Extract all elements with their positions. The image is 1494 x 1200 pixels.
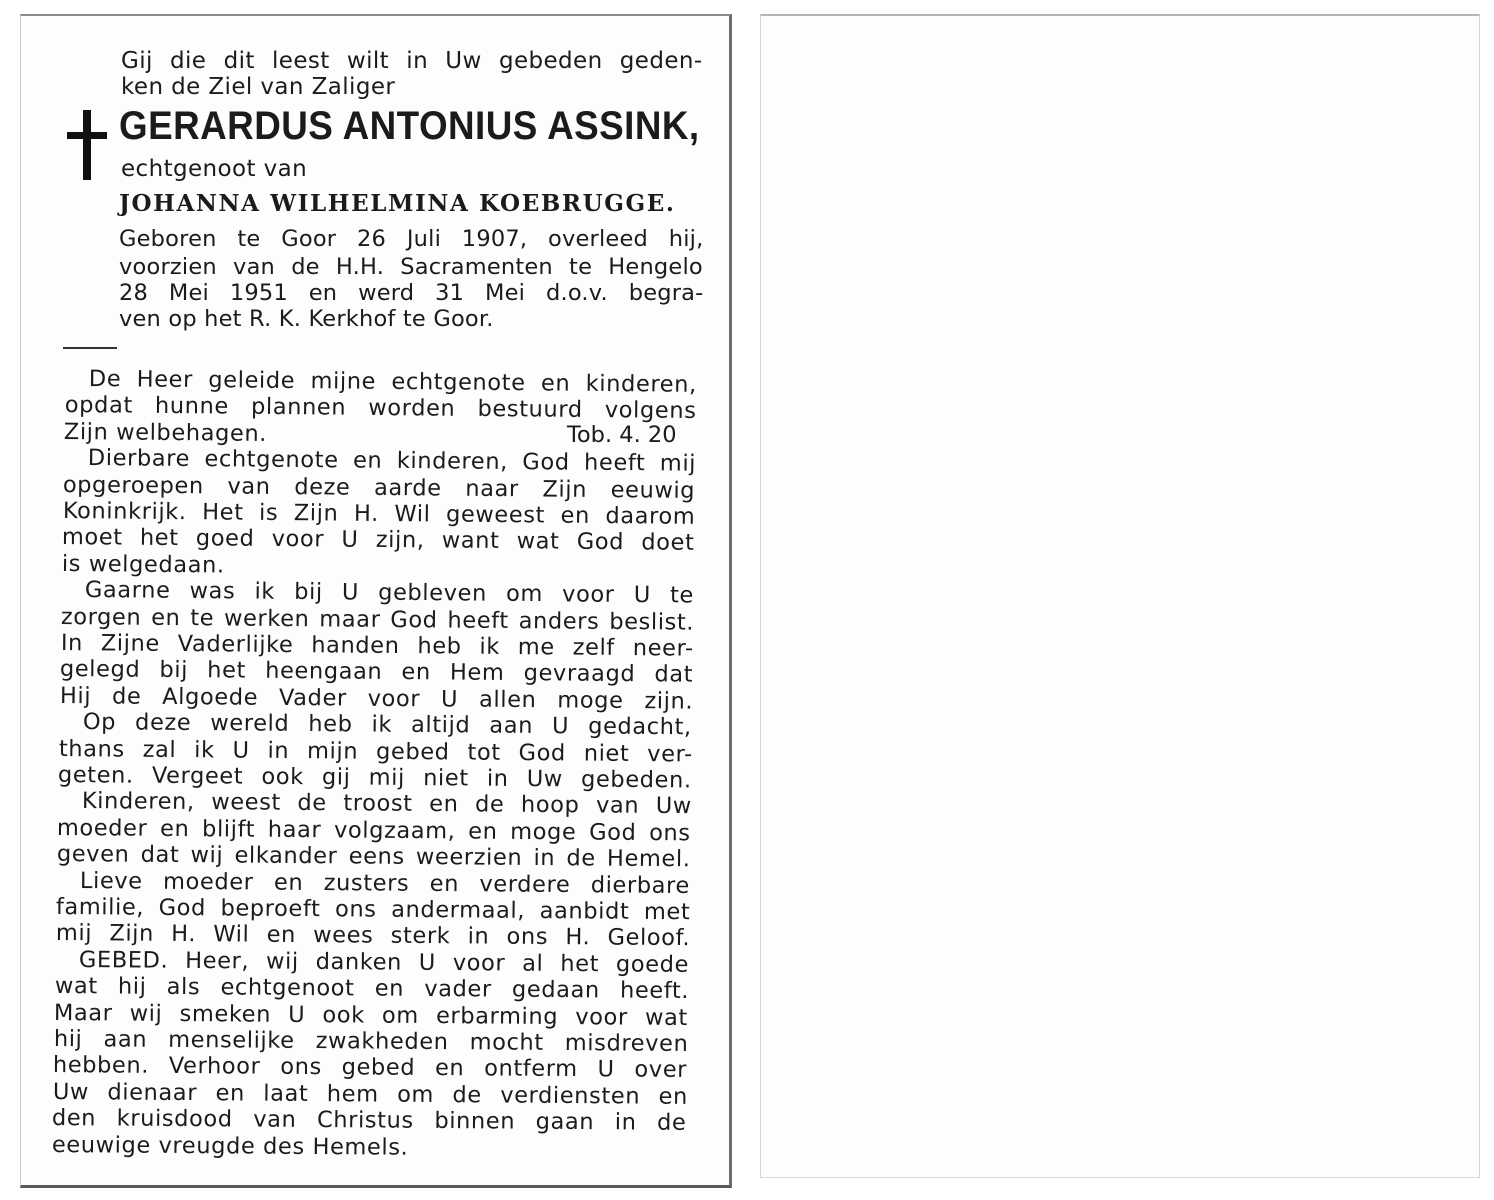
- body-line: wat hij als echtgenoot en vader gedaan heeft.: [54, 973, 689, 1005]
- body-line: GEBED. Heer, wij danken U voor al het goede: [78, 946, 690, 978]
- biography-line: Geboren te Goor 26 Juli 1907, overleed hij,: [119, 226, 704, 252]
- body-line: Maar wij smeken U ook om erbarming voor wat: [53, 999, 689, 1031]
- body-line: geven dat wij elkander eens weerzien in de Hemel.: [56, 841, 691, 873]
- body-line: mij Zijn H. Wil en wees sterk in ons H. Geloof.: [55, 920, 690, 952]
- deceased-name: GERARDUS ANTONIUS ASSINK,: [119, 104, 700, 148]
- intro-line: ken de Ziel van Zaliger: [121, 74, 396, 100]
- biography-line: 28 Mei 1951 en werd 31 Mei d.o.v. begra-: [119, 280, 704, 306]
- body-line: opgeroepen van deze aarde naar Zijn eeuwig: [62, 471, 696, 504]
- body-line: Lieve moeder en zusters en verdere dierbare: [80, 867, 691, 899]
- body-line: den kruisdood van Christus binnen gaan in de: [52, 1105, 687, 1137]
- body-line: is welgedaan.: [61, 550, 225, 579]
- body-line: moet het goed voor U zijn, want wat God doet: [62, 524, 695, 557]
- section-divider: [63, 347, 117, 349]
- body-line: familie, God beproeft ons andermaal, aanbidt met: [55, 894, 691, 926]
- biography-line: ven op het R. K. Kerkhof te Goor.: [119, 306, 494, 332]
- body-line: Gaarne was ik bij U gebleven om voor U te: [85, 577, 695, 609]
- body-line: Uw dienaar en laat hem om de verdiensten en: [52, 1078, 688, 1110]
- body-line: eeuwige vreugde des Hemels.: [51, 1131, 409, 1161]
- spouse-label: echtgenoot van: [121, 156, 308, 182]
- body-line: geten. Vergeet ook gij mij niet in Uw gebeden.: [58, 762, 692, 794]
- body-line: Dierbare echtgenote en kinderen, God heeft mij: [87, 445, 696, 477]
- body-line: Hij de Algoede Vader voor U allen moge zijn.: [59, 682, 693, 715]
- body-line: hebben. Verhoor ons gebed en ontferm U over: [53, 1052, 688, 1084]
- body-line: In Zijne Vaderlijke handen heb ik me zelf neer-: [60, 630, 694, 662]
- scripture-citation: Tob. 4. 20: [567, 422, 677, 448]
- body-line: Kinderen, weest de troost en de hoop van Uw: [81, 788, 692, 820]
- body-line: Zijn welbehagen.: [63, 418, 268, 447]
- biography-line: voorzien van de H.H. Sacramenten te Hengelo: [119, 254, 703, 280]
- body-line: gelegd bij het heengaan en Hem gevraagd dat: [59, 656, 694, 688]
- intro-line: Gij die dit leest wilt in Uw gebeden geden-: [121, 48, 703, 74]
- body-line: zorgen en te werken maar God heeft anders beslist.: [60, 603, 695, 636]
- body-line: Koninkrijk. Het is Zijn H. Wil geweest en daarom: [62, 498, 696, 530]
- body-line: thans zal ik U in mijn gebed tot God niet ver-: [58, 735, 693, 768]
- body-line: Op deze wereld heb ik altijd aan U gedacht,: [82, 709, 693, 741]
- front-card: [20, 14, 732, 1188]
- body-line: De Heer geleide mijne echtgenote en kinderen,: [88, 366, 697, 398]
- back-card: [760, 14, 1480, 1178]
- body-line: hij aan menselijke zwakheden mocht misdreven: [53, 1026, 689, 1057]
- body-line: opdat hunne plannen worden bestuurd volgens: [64, 392, 697, 425]
- body-line: moeder en blijft haar volgzaam, en moge God ons: [57, 814, 692, 847]
- cross-icon: [67, 110, 107, 180]
- spouse-name: JOHANNA WILHELMINA KOEBRUGGE.: [119, 190, 676, 217]
